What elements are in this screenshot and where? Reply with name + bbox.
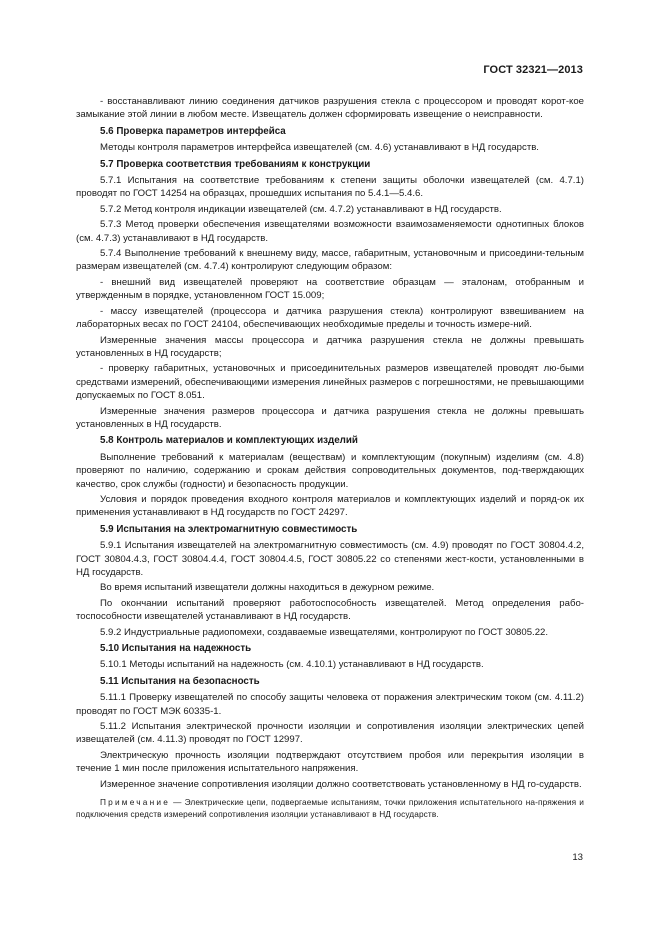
page-number: 13 bbox=[572, 852, 583, 863]
list-item: - проверку габаритных, установочных и присоединительных размеров извещателей проводят лю-быми средствами измерений, обеспечивающими измерения линейных размеров с погрешностями, не превышающими допускаемых по ГОСТ 8.051. bbox=[76, 363, 584, 402]
document-body bbox=[76, 95, 584, 822]
section-heading-5-8: 5.8 Контроль материалов и комплектующих изделий bbox=[100, 435, 358, 447]
paragraph: 5.7.2 Метод контроля индикации извещателей (см. 4.7.2) устанавливают в НД государств. bbox=[100, 203, 502, 215]
section-heading-5-9: 5.9 Испытания на электромагнитную совместимость bbox=[100, 523, 358, 535]
paragraph: 5.7.1 Испытания на соответствие требованиям к степени защиты оболочки извещателей (см. 4.7.1) проводят по ГОСТ 14254 на образцах, прошедших испытания по 5.4.1—5.4.6. bbox=[76, 175, 584, 200]
paragraph: 5.11.2 Испытания электрической прочности изоляции и сопротивления изоляции электрических цепей извещателей (см. 4.11.3) проводят по ГОСТ 12997. bbox=[76, 721, 584, 746]
paragraph: Измеренное значение сопротивления изоляции должно соответствовать установленному в НД го-сударств. bbox=[100, 778, 582, 790]
paragraph: Измеренные значения размеров процессора и датчика разрушения стекла не должны превышать установленных в НД государств. bbox=[76, 405, 584, 430]
paragraph: Электрическую прочность изоляции подтверждают отсутствием пробоя или перекрытия изоляции в течение 1 мин после приложения испытательного напряжения. bbox=[76, 749, 584, 775]
paragraph: Методы контроля параметров интерфейса извещателей (см. 4.6) устанавливают в НД государств. bbox=[100, 142, 539, 154]
paragraph: Во время испытаний извещатели должны находиться в дежурном режиме. bbox=[100, 582, 435, 594]
paragraph: - восстанавливают линию соединения датчиков разрушения стекла с процессором и проводят корот-кое замыкание этой линии в любом месте. Извещатель должен сформировать извещение о неисправности. bbox=[76, 96, 584, 121]
paragraph: 5.9.2 Индустриальные радиопомехи, создаваемые извещателями, контролируют по ГОСТ 30805.22. bbox=[100, 626, 549, 638]
paragraph: 5.10.1 Методы испытаний на надежность (см. 4.10.1) устанавливают в НД государств. bbox=[100, 659, 484, 671]
paragraph: По окончании испытаний проверяют работоспособность извещателей. Метод определения рабо-тоспособности извещателей устанавливают в НД государств. bbox=[76, 597, 584, 623]
list-item: - массу извещателей (процессора и датчика разрушения стекла) контролируют взвешиванием на лабораторных весах по ГОСТ 24104, обеспечивающих необходимые пределы и точность измере-ний. bbox=[76, 305, 584, 331]
paragraph: Выполнение требований к материалам (веществам) и комплектующим (покупным) изделиям (см. 4.8) проверяют по наличию, содержанию и срокам действия сопроводительных документов, под-тверждающих качество, срок службы (годности) и безопасность продукции. bbox=[76, 451, 584, 490]
section-heading-5-7: 5.7 Проверка соответствия требованиям к конструкции bbox=[100, 158, 371, 170]
standard-designation: ГОСТ 32321—2013 bbox=[483, 64, 583, 76]
note bbox=[76, 797, 584, 820]
section-heading-5-10: 5.10 Испытания на надежность bbox=[100, 643, 252, 655]
list-item: - внешний вид извещателей проверяют на соответствие образцам — эталонам, отобранным и утвержденным в порядке, установленном ГОСТ 15.009; bbox=[76, 276, 584, 302]
paragraph: 5.11.1 Проверку извещателей по способу защиты человека от поражения электрическим током (см. 4.11.2) проводят по ГОСТ МЭК 60335-1. bbox=[76, 692, 584, 717]
paragraph: Измеренные значения массы процессора и датчика разрушения стекла не должны превышать установленных в НД государств; bbox=[76, 334, 584, 359]
section-heading-5-11: 5.11 Испытания на безопасность bbox=[100, 675, 260, 687]
section-heading-5-6: 5.6 Проверка параметров интерфейса bbox=[100, 125, 286, 137]
paragraph: Условия и порядок проведения входного контроля материалов и комплектующих изделий и поряд-ок их применения устанавливают в НД государств по ГОСТ 24297. bbox=[76, 493, 584, 519]
note-text: — Электрические цепи, подвергаемые испытаниям, точки приложения испытательного на-пряжения и подключения средств измерений сопротивления изоляции устанавливают в НД государств. bbox=[76, 797, 584, 819]
paragraph: 5.9.1 Испытания извещателей на электромагнитную совместимость (см. 4.9) проводят по ГОСТ 30804.4.2, ГОСТ 30804.4.3, ГОСТ 30804.4.4, ГОСТ 30804.4.5, ГОСТ 30805.22 со степенями жест-кости, установленными в НД государств. bbox=[76, 540, 584, 578]
paragraph: 5.7.4 Выполнение требований к внешнему виду, массе, габаритным, установочным и присоедини-тельным размерам извещателей (см. 4.7.4) контролируют следующим образом: bbox=[76, 248, 584, 273]
note-label: Примечание bbox=[100, 797, 171, 808]
paragraph: 5.7.3 Метод проверки обеспечения извещателями возможности взаимозаменяемости однотипных блоков (см. 4.7.3) устанавливают в НД государств. bbox=[76, 219, 584, 244]
